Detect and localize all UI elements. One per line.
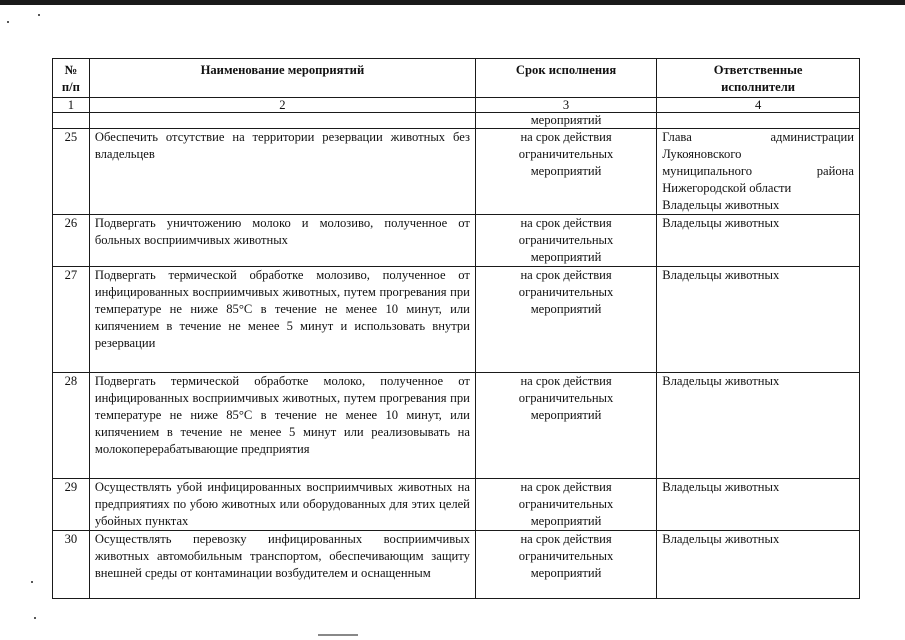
header-responsible-line1: Ответственные [713,63,803,77]
table-row [53,267,860,373]
responsible-cell [657,531,860,599]
deadline-line: на срок действия [520,130,612,144]
deadline-line: мероприятий [530,302,602,316]
responsible-line: Владельцы животных [662,532,780,546]
deadline-line: на срок действия [520,480,612,494]
responsible-cell [657,129,860,215]
responsible-line: Владельцы животных [662,216,780,230]
table-header-row [53,59,860,98]
empty-cell [53,113,90,129]
measure-text: Осуществлять убой инфицированных восприимчивых животных на предприятиях по убою животных или оборудованных для этих целей убойных пунктах [89,479,475,531]
header-number-line2: п/п [61,80,80,94]
deadline-line: ограничительных [518,549,614,563]
scan-speck [7,21,9,23]
responsible-cell [657,267,860,373]
column-index-row [53,98,860,113]
deadline-line: мероприятий [530,164,602,178]
responsible-line: Лукояновского [662,147,742,161]
deadline-line: на срок действия [520,374,612,388]
measure-text: Подвергать термической обработке молозиво, полученное от инфицированных восприимчивых животных, путем прогревания при температуре не ниже 85°С в течение не менее 10 минут, или кипячением в течение не менее 5 минут и использовать внутри резервации [89,267,475,373]
responsible-cell [657,373,860,479]
deadline-line: на срок действия [520,532,612,546]
column-index: 1 [53,98,90,113]
measures-table [52,58,860,599]
responsible-line: Нижегородской области [662,181,792,195]
deadline-line: на срок действия [520,216,612,230]
continuation-term: мероприятий [475,113,656,129]
header-responsible-line2: исполнители [721,80,796,94]
deadline-line: мероприятий [530,408,602,422]
top-border-line [0,0,905,5]
responsible-cell [657,479,860,531]
row-number: 29 [53,479,90,531]
scan-speck [31,581,33,583]
column-index: 4 [657,98,860,113]
deadline-line: на срок действия [520,268,612,282]
measure-text: Подвергать уничтожению молоко и молозиво, полученное от больных восприимчивых животных [89,215,475,267]
header-responsible [657,59,860,98]
deadline-line: ограничительных [518,497,614,511]
deadline-line: мероприятий [530,514,602,528]
empty-cell [89,113,475,129]
header-number-line1: № [64,63,78,77]
responsible-line: Владельцы животных [662,198,780,212]
table-row [53,531,860,599]
header-deadline: Срок исполнения [475,59,656,98]
continuation-row [53,113,860,129]
measure-text: Подвергать термической обработке молоко, полученное от инфицированных восприимчивых животных, путем прогревания при температуре не ниже 85°С в течение не менее 10 минут, или кипячением в течение не менее 5 минут или реализовывать на молокоперерабатывающие предприятия [89,373,475,479]
deadline-cell [475,267,656,373]
deadline-cell [475,373,656,479]
scan-speck [34,617,36,619]
responsible-line: Владельцы животных [662,374,780,388]
deadline-line: мероприятий [530,566,602,580]
scan-speck [38,14,40,16]
table-row [53,479,860,531]
responsible-line: Владельцы животных [662,480,780,494]
page-number-fragment [318,634,358,636]
deadline-cell [475,531,656,599]
table-row [53,215,860,267]
row-number: 27 [53,267,90,373]
column-index: 3 [475,98,656,113]
deadline-line: ограничительных [518,233,614,247]
deadline-cell [475,215,656,267]
column-index: 2 [89,98,475,113]
responsible-line: Владельцы животных [662,268,780,282]
deadline-line: ограничительных [518,391,614,405]
responsible-line: муниципального района [662,164,854,178]
deadline-line: ограничительных [518,285,614,299]
header-number [53,59,90,98]
measure-text: Обеспечить отсутствие на территории резервации животных без владельцев [89,129,475,215]
measure-text: Осуществлять перевозку инфицированных восприимчивых животных автомобильным транспортом, обеспечивающим защиту внешней среды от контаминации возбудителем и оснащенным [89,531,475,599]
deadline-line: мероприятий [530,250,602,264]
row-number: 30 [53,531,90,599]
deadline-line: ограничительных [518,147,614,161]
row-number: 25 [53,129,90,215]
responsible-line: Глава администрации [662,130,854,144]
row-number: 26 [53,215,90,267]
empty-cell [657,113,860,129]
header-measures: Наименование мероприятий [89,59,475,98]
deadline-cell [475,479,656,531]
row-number: 28 [53,373,90,479]
table-row [53,129,860,215]
table-row [53,373,860,479]
deadline-cell [475,129,656,215]
responsible-cell [657,215,860,267]
